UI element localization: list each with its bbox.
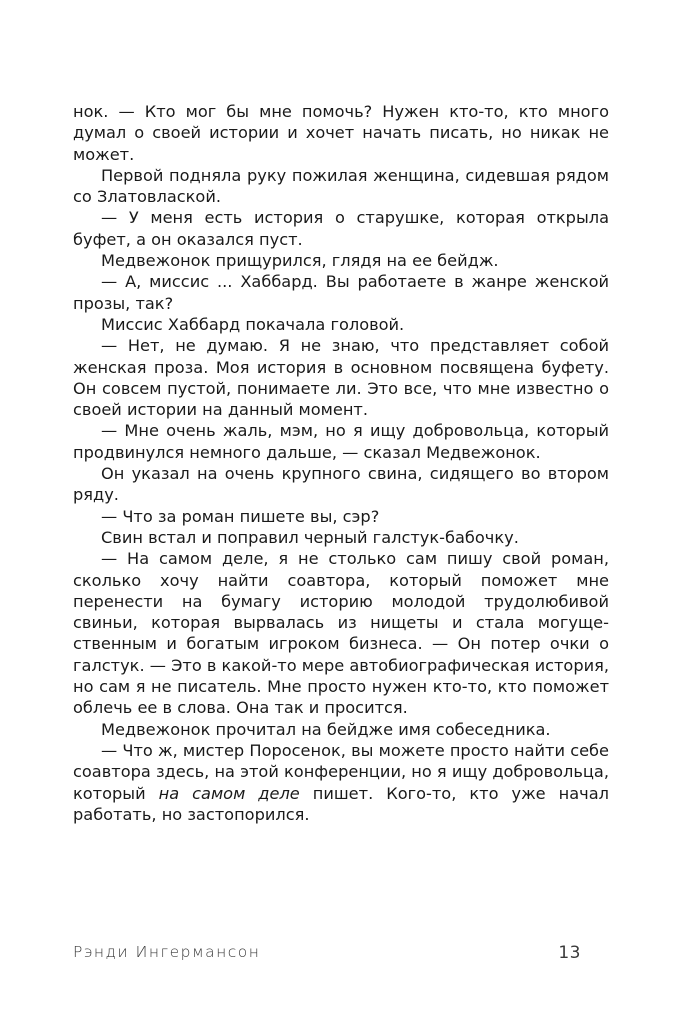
paragraph: Первой подняла руку пожилая женщина, сидевшая рядом со Златовлаской. [73,165,609,207]
paragraph: — На самом деле, я не столько сам пишу свой роман, сколько хочу найти соавтора, который поможет мне перенести на бумагу историю молодой трудолюбивой свиньи, которая вырвалась из нищеты и стала могущественным и богатым игроком бизнеса. — Он потер очки о галстук. — Это в какой-то мере автобиографическая история, но сам я не писатель. Мне просто нужен кто-то, кто поможет облечь ее в слова. Она так и просится. [73,549,610,718]
paragraph: Медвежонок прочитал на бейдже имя собеседника. [101,719,551,739]
paragraph: нок. — Кто мог бы мне помочь? Нужен кто-то, кто много думал о своей истории и хочет начать писать, но никак не может. [73,102,609,164]
body-text [73,101,609,825]
paragraph-last [73,740,609,825]
paragraph: Свин встал и поправил черный галстук-бабочку. [101,527,519,547]
italic-emphasis: на самом деле [158,783,300,803]
paragraph-last-end: пишет. Кого-то, кто уже начал работать, но застопорился. [73,783,609,824]
paragraph: Он указал на очень крупного свина, сидящего во втором ряду. [73,464,609,505]
paragraph: — Нет, не думаю. Я не знаю, что представляет собой женская проза. Моя история в основном посвящена буфету. Он совсем пустой, понимаете ли. Это все, что мне известно о своей истории на данный момент. [73,336,609,420]
paragraph: — Что за роман пишете вы, сэр? [101,506,380,526]
paragraph: — А, миссис ... Хаббард. Вы работаете в жанре женской прозы, так? [73,272,609,313]
paragraph-last-start: — Что ж, мистер Поросенок, вы можете просто найти себе соавтора здесь, на этой конференции, но я ищу добровольца, который [73,740,609,803]
paragraph: Медвежонок прищурился, глядя на ее бейдж. [101,251,499,271]
paragraph: — У меня есть история о старушке, которая открыла буфет, а он оказался пуст. [73,208,609,249]
paragraph: — Мне очень жаль, мэм, но я ищу добровольца, который продвинулся немного дальше, — сказал Медвежонок. [73,421,609,462]
page-number: 13 [558,943,581,963]
running-footer-author: Рэнди Ингермансон [73,943,261,961]
paragraph: Миссис Хаббард покачала головой. [101,314,405,334]
